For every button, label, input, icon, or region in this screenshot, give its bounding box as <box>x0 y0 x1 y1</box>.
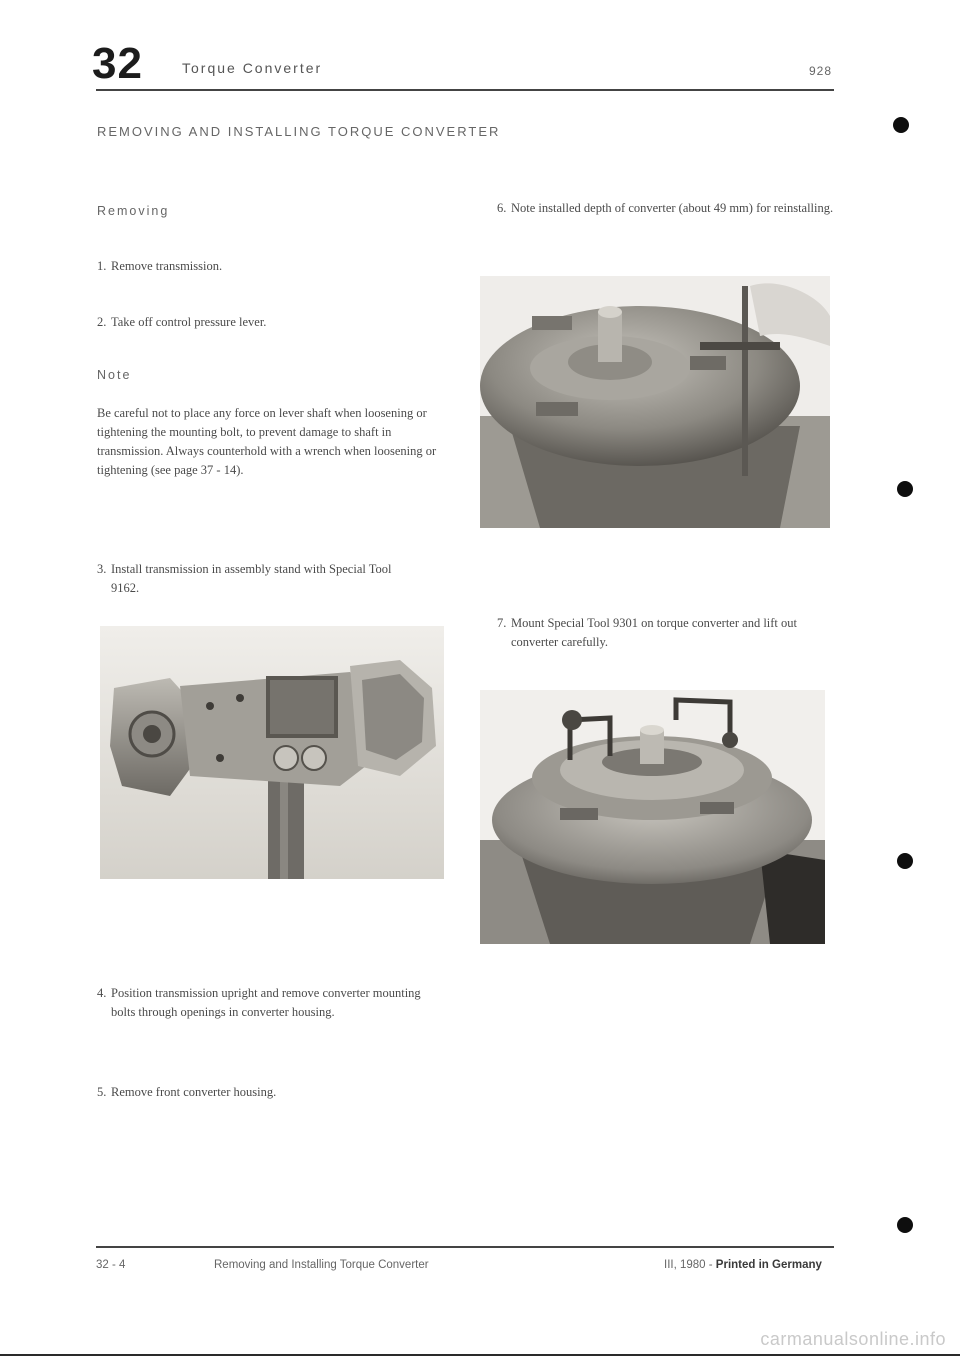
binder-hole-1 <box>893 117 909 133</box>
step-1 <box>97 257 437 276</box>
step-number: 1. <box>97 259 107 273</box>
section-number: 32 <box>92 39 143 88</box>
step-4 <box>97 984 437 1022</box>
header-rule <box>96 89 834 91</box>
step-number: 2. <box>97 315 107 329</box>
page-heading: REMOVING AND INSTALLING TORQUE CONVERTER <box>97 124 501 139</box>
step-number: 4. <box>97 986 107 1000</box>
step-3 <box>97 560 417 598</box>
step-text: Mount Special Tool 9301 on torque converter and lift out converter carefully. <box>511 616 797 649</box>
step-text: Note installed depth of converter (about 49 mm) for reinstalling. <box>511 201 834 215</box>
step-2 <box>97 313 437 332</box>
step-7 <box>497 614 842 652</box>
subheading-removing: Removing <box>97 204 170 218</box>
step-5 <box>97 1083 437 1102</box>
model-number: 928 <box>808 64 832 78</box>
printed-in: Printed in Germany <box>715 1259 822 1271</box>
step-number: 6. <box>497 201 507 215</box>
binder-hole-4 <box>897 1217 913 1233</box>
step-text: Remove front converter housing. <box>111 1085 277 1099</box>
note-label: Note <box>97 368 132 382</box>
binder-hole-2 <box>897 481 913 497</box>
step-6 <box>497 199 842 218</box>
photo-transmission-on-stand <box>100 626 444 879</box>
step-text: Install transmission in assembly stand with Special Tool 9162. <box>111 562 392 595</box>
section-title: Torque Converter <box>182 60 323 76</box>
watermark: carmanualsonline.info <box>760 1329 946 1349</box>
binder-hole-3 <box>897 853 913 869</box>
note-text: Be careful not to place any force on lever shaft when loosening or tightening the mounting bolt, to prevent damage to shaft in transmission. Always counterhold with a wrench when loosening or tightening (see page 37 - 14). <box>97 406 437 477</box>
page-number: 32 - 4 <box>96 1259 126 1271</box>
photo-lifting-converter-with-tool <box>480 690 825 944</box>
step-number: 5. <box>97 1085 107 1099</box>
step-number: 7. <box>497 616 507 630</box>
photo-measuring-converter-depth <box>480 276 830 528</box>
footer-chapter: Removing and Installing Torque Converter <box>214 1259 429 1271</box>
step-text: Remove transmission. <box>111 259 223 273</box>
step-number: 3. <box>97 562 107 576</box>
edition-text: III, 1980 - <box>664 1259 713 1271</box>
step-text: Position transmission upright and remove converter mounting bolts through openings in converter housing. <box>111 986 421 1019</box>
footer-edition <box>664 1259 822 1271</box>
step-text: Take off control pressure lever. <box>111 315 267 329</box>
scan-edge-line <box>0 1354 960 1356</box>
footer-rule <box>96 1246 834 1248</box>
